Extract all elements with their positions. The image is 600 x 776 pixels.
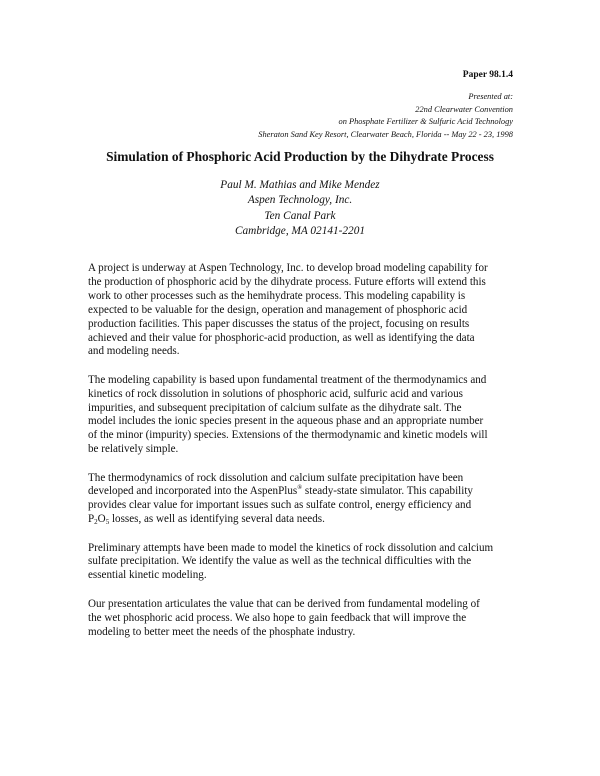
text-line: impurities, and subsequent precipitation of calcium sulfate as the dihydrate salt. The: [88, 401, 462, 414]
text-segment: developed and incorporated into the AspenPlus: [88, 485, 298, 498]
formula-subscript: 2: [94, 518, 98, 527]
author-block: [0, 178, 600, 239]
formula-subscript: 5: [105, 518, 110, 527]
text-line: be relatively simple.: [88, 443, 179, 456]
text-line: [88, 513, 528, 527]
presented-line: Sheraton Sand Key Resort, Clearwater Beach, Florida -- May 22 - 23, 1998: [258, 129, 513, 139]
formula-p: P: [88, 513, 95, 526]
paragraph-5: [88, 598, 528, 640]
presented-line: Presented at:: [468, 92, 513, 101]
text-line: model includes the ionic species present in the aqueous phase and an appropriate number: [88, 415, 484, 428]
text-segment: losses, as well as identifying several data needs.: [109, 513, 325, 526]
text-line: achieved and their value for phosphoric-acid production, as well as identifying the data: [88, 331, 475, 344]
abstract-body: [88, 262, 528, 654]
paragraph-3: [88, 472, 528, 528]
text-line: the wet phosphoric acid process. We also hope to gain feedback that will improve the: [88, 611, 467, 624]
text-line: sulfate precipitation. We identify the value as well as the technical difficulties with the: [88, 555, 472, 568]
paragraph-4: [88, 542, 528, 584]
text-line: The modeling capability is based upon fundamental treatment of the thermodynamics and: [88, 373, 487, 386]
text-line: A project is underway at Aspen Technology, Inc. to develop broad modeling capability for: [88, 262, 488, 274]
formula-o: O: [97, 513, 106, 526]
author-names: Paul M. Mathias and Mike Mendez: [220, 179, 380, 191]
presented-line: on Phosphate Fertilizer & Sulfuric Acid Technology: [338, 117, 513, 126]
text-line: expected to be valuable for the design, operation and management of phosphoric acid: [88, 303, 468, 316]
text-line: Our presentation articulates the value that can be derived from fundamental modeling of: [88, 597, 480, 610]
text-line: production facilities. This paper discusses the status of the project, focusing on results: [88, 317, 470, 330]
paper-number: Paper 98.1.4: [462, 70, 513, 80]
text-line: the production of phosphoric acid by the dihydrate process. Future efforts will extend this: [88, 275, 486, 288]
text-line: and modeling needs.: [88, 345, 180, 358]
paragraph-1: [88, 262, 528, 359]
registered-mark: ®: [297, 484, 303, 492]
text-line: essential kinetic modeling.: [88, 569, 207, 582]
text-line: kinetics of rock dissolution in solutions of phosphoric acid, sulfuric acid and various: [88, 387, 463, 400]
text-line: The thermodynamics of rock dissolution and calcium sulfate precipitation have been: [88, 471, 464, 484]
text-line: work to other processes such as the hemihydrate process. This modeling capability is: [88, 289, 466, 302]
author-street: Ten Canal Park: [264, 209, 336, 222]
presented-at-block: [93, 91, 513, 141]
text-line: Preliminary attempts have been made to model the kinetics of rock dissolution and calcium: [88, 541, 494, 554]
text-line: provides clear value for important issues such as sulfate control, energy efficiency and: [88, 499, 472, 512]
text-line: of the minor (impurity) species. Extensions of the thermodynamic and kinetic models will: [88, 429, 488, 442]
paper-title: Simulation of Phosphoric Acid Production by the Dihydrate Process: [106, 149, 494, 164]
text-line: [88, 485, 528, 499]
text-segment: steady-state simulator. This capability: [302, 485, 473, 498]
text-line: modeling to better meet the needs of the phosphate industry.: [88, 625, 356, 638]
author-city: Cambridge, MA 02141-2201: [234, 224, 365, 237]
author-organization: Aspen Technology, Inc.: [247, 194, 353, 207]
paragraph-2: [88, 374, 528, 457]
presented-line: 22nd Clearwater Convention: [415, 104, 513, 114]
